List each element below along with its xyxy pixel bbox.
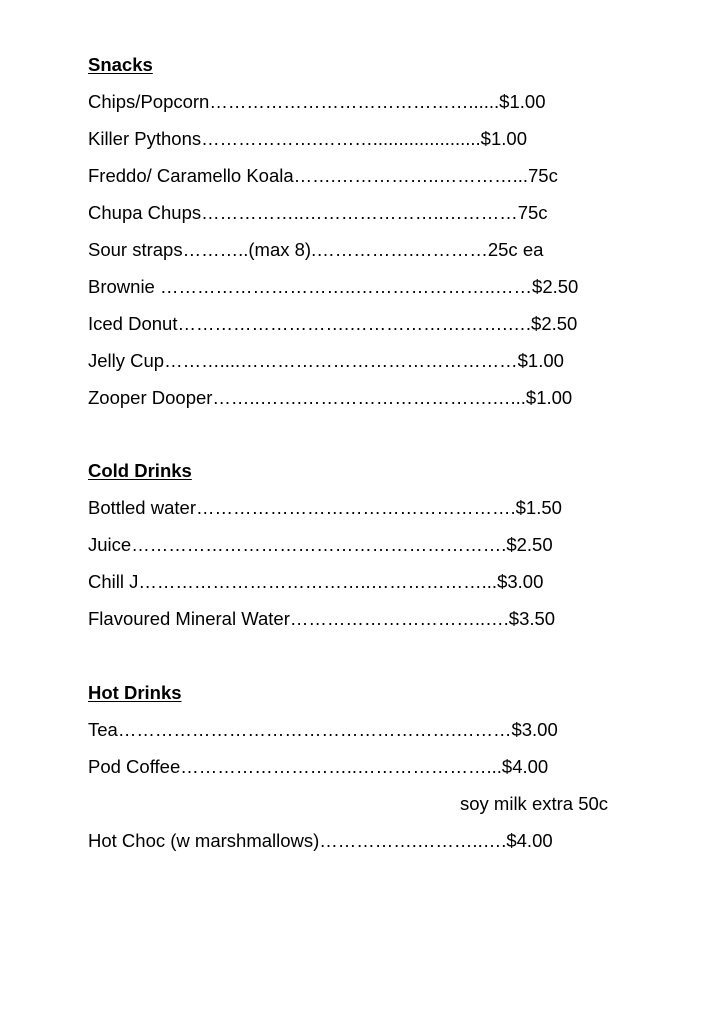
soy-milk-note: soy milk extra 50c xyxy=(460,793,609,814)
menu-item-chill-j: Chill J………………………………..………………...$3.00 xyxy=(88,571,544,592)
menu-item-brownie: Brownie …………………………..…………………..……$2.50 xyxy=(88,276,579,297)
menu-item-chupa-chups: Chupa Chups……………..…………………..…………75c xyxy=(88,202,548,223)
section-heading-snacks: Snacks xyxy=(88,54,153,75)
menu-item-zooper-dooper: Zooper Dooper……..…….………………………….…...$1.00 xyxy=(88,387,573,408)
menu-item-hot-choc: Hot Choc (w marshmallows)…………….………..….$4.00 xyxy=(88,830,553,851)
menu-item-tea: Tea……………………………………………….………$3.00 xyxy=(88,719,558,740)
menu-item-freddo-caramello-koala: Freddo/ Caramello Koala…….……………..…………...75c xyxy=(88,165,558,186)
menu-item-bottled-water: Bottled water…………………………………………….$1.50 xyxy=(88,497,562,518)
menu-item-pod-coffee: Pod Coffee………………………..…………………...$4.00 xyxy=(88,756,549,777)
menu-item-iced-donut: Iced Donut……………………….……………….…….….$2.50 xyxy=(88,313,578,334)
menu-item-chips-popcorn: Chips/Popcorn……………………………………......$1.00 xyxy=(88,91,546,112)
section-heading-cold-drinks: Cold Drinks xyxy=(88,460,192,481)
menu-item-killer-pythons: Killer Pythons……………….……….....................$1.00 xyxy=(88,128,527,149)
menu-item-sour-straps: Sour straps………..(max 8).…………….…………25c ea xyxy=(88,239,544,260)
menu-item-juice: Juice…………………………………………………….$2.50 xyxy=(88,534,553,555)
menu-item-flavoured-mineral-water: Flavoured Mineral Water…………………………..….$3.50 xyxy=(88,608,556,629)
section-heading-hot-drinks: Hot Drinks xyxy=(88,682,182,703)
menu-item-jelly-cup: Jelly Cup………....………………………………………$1.00 xyxy=(88,350,564,371)
